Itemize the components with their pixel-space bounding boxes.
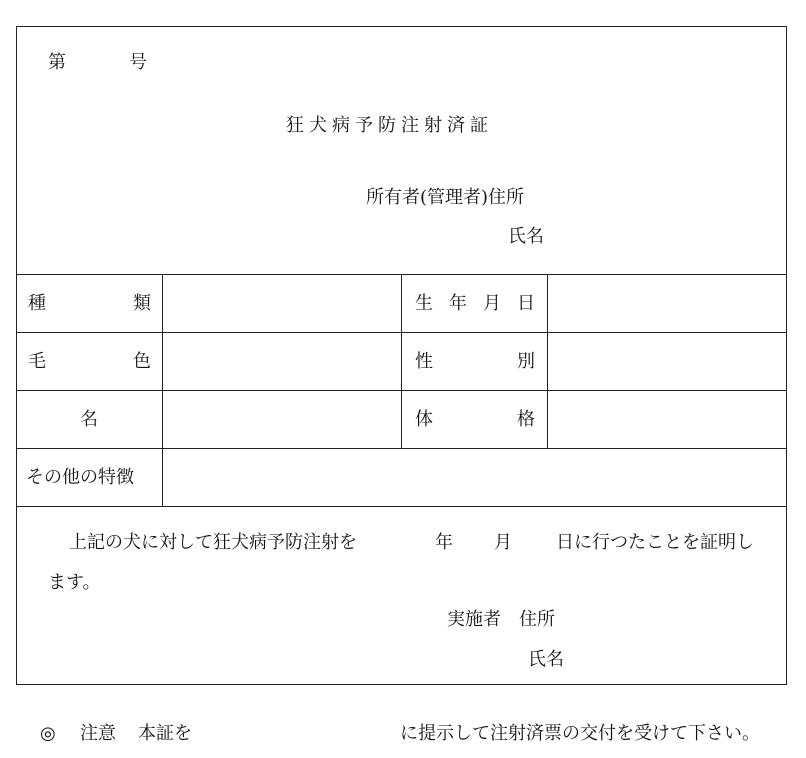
row-divider-4 [16, 506, 787, 507]
owner-address-label: 所有者(管理者)住所 [366, 187, 525, 208]
breed-label-left: 種 [28, 293, 46, 314]
page-title: 狂犬病予防注射済証 [286, 115, 493, 136]
note-text-1: 本証を [138, 723, 192, 744]
col-divider-right-label [547, 274, 548, 448]
breed-label-right: 類 [133, 293, 151, 314]
certification-month: 月 [494, 532, 512, 553]
build-label-right: 格 [517, 409, 535, 430]
performer-name-label: 氏名 [528, 649, 564, 670]
birthdate-label-2: 年 [449, 293, 467, 314]
certification-text-3: ます。 [48, 572, 101, 593]
sex-label-right: 別 [517, 351, 535, 372]
note-text-2: に提示して注射済票の交付を受けて下さい。 [400, 723, 760, 744]
number-prefix: 第 [48, 52, 66, 73]
other-features-label: その他の特徴 [26, 467, 134, 488]
color-label-right: 色 [133, 351, 151, 372]
note-symbol: ◎ [40, 723, 56, 744]
certification-text-1: 上記の犬に対して狂犬病予防注射を [69, 532, 357, 553]
build-label-left: 体 [415, 409, 433, 430]
note-label: 注意 [80, 723, 116, 744]
performer-address-label: 実施者 住所 [447, 609, 555, 630]
certification-year: 年 [435, 532, 453, 553]
birthdate-label-1: 生 [415, 293, 433, 314]
number-suffix: 号 [129, 52, 147, 73]
name-label: 名 [80, 409, 98, 430]
birthdate-label-3: 月 [483, 293, 501, 314]
row-divider-3 [16, 448, 787, 449]
col-divider-label [162, 274, 163, 506]
sex-label-left: 性 [415, 351, 433, 372]
certification-text-2: 日に行つたことを証明し [556, 532, 754, 553]
color-label-left: 毛 [28, 351, 46, 372]
col-divider-mid [401, 274, 402, 448]
birthdate-label-4: 日 [517, 293, 535, 314]
owner-name-label: 氏名 [508, 226, 544, 247]
